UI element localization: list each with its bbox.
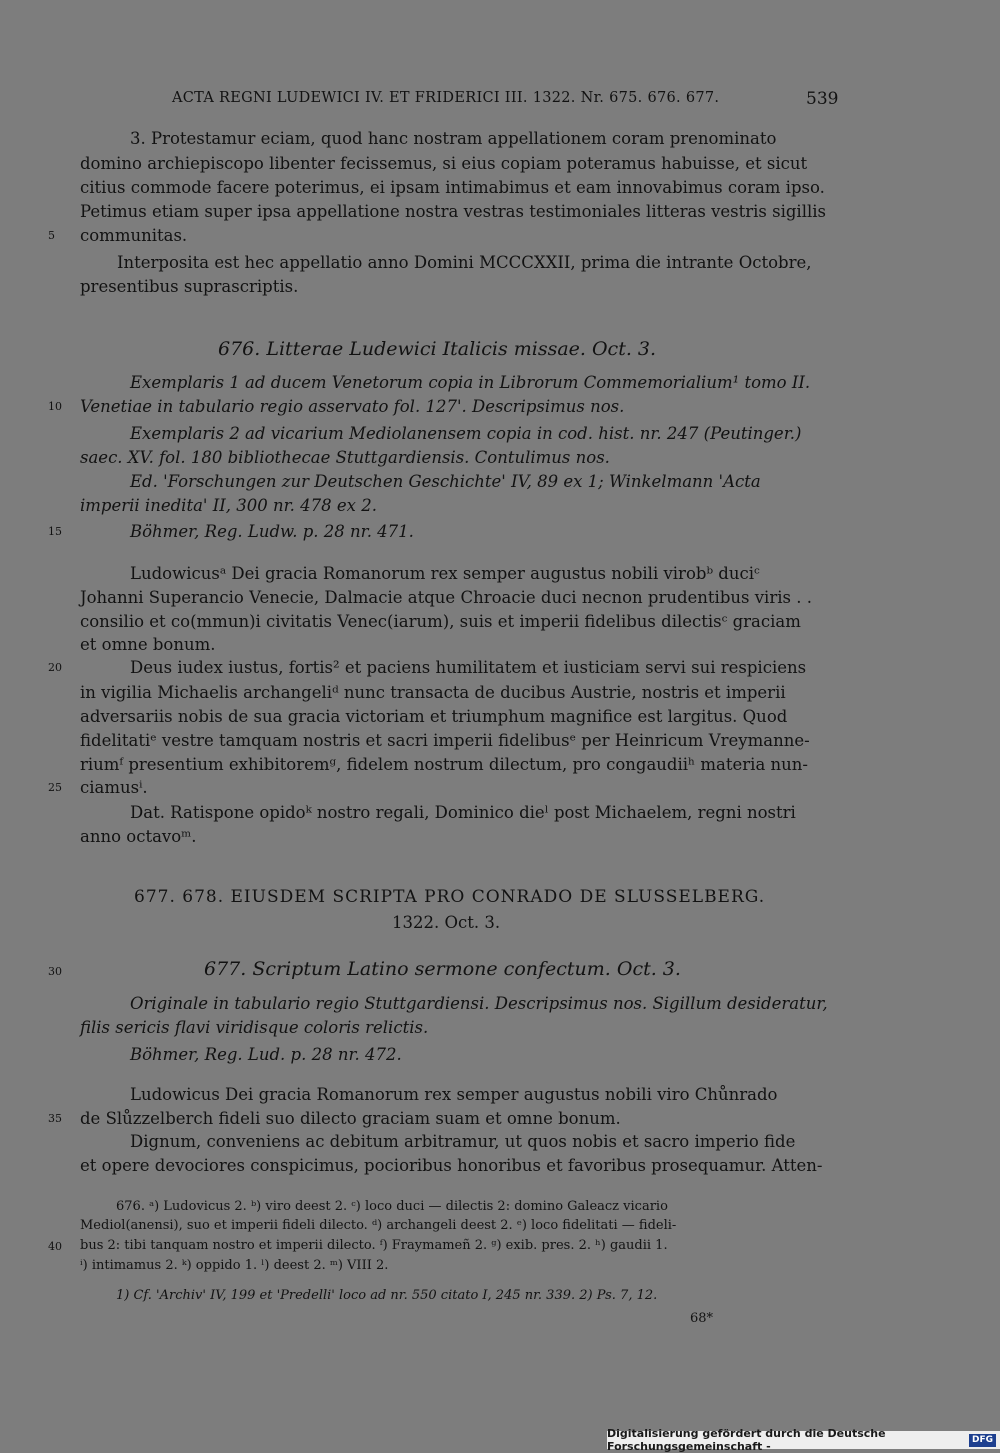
notes-line: 1) Cf. 'Archiv' IV, 199 et 'Predelli' loco ad nr. 550 citato I, 245 nr. 339. 2) Ps. 7, 12. <box>116 1288 658 1303</box>
source-line: Ed. 'Forschungen zur Deutschen Geschichte' IV, 89 ex 1; Winkelmann 'Acta <box>130 472 761 491</box>
body-line: Johanni Superancio Venecie, Dalmacie atque Chroacie duci necnon prudentibus viris . . <box>80 588 812 607</box>
text-line: citius commode facere poterimus, ei ipsam intimabimus et eam innovabimus coram ipso. <box>80 178 825 197</box>
line-number: 15 <box>48 525 62 538</box>
text-line: presentibus suprascriptis. <box>80 277 299 296</box>
section-heading-date: 1322. Oct. 3. <box>392 913 501 932</box>
source-line: Böhmer, Reg. Ludw. p. 28 nr. 471. <box>130 522 414 541</box>
document-677-title: 677. Scriptum Latino sermone confectum. Oct. 3. <box>204 958 681 980</box>
section-heading: 677. 678. EIUSDEM SCRIPTA PRO CONRADO DE SLUSSELBERG. <box>134 887 766 907</box>
dfg-logo-icon: DFG <box>969 1434 996 1447</box>
source-line: Böhmer, Reg. Lud. p. 28 nr. 472. <box>130 1045 402 1064</box>
document-676-title: 676. Litterae Ludewici Italicis missae. Oct. 3. <box>218 338 657 360</box>
footnote-line: ⁱ) intimamus 2. ᵏ) oppido 1. ˡ) deest 2. ᵐ) VIII 2. <box>80 1258 389 1273</box>
source-line: filis sericis flavi viridisque coloris relictis. <box>80 1018 429 1037</box>
source-line: imperii inedita' II, 300 nr. 478 ex 2. <box>80 496 377 515</box>
page-number: 539 <box>806 89 839 109</box>
body-line: Ludowicusᵃ Dei gracia Romanorum rex semper augustus nobili virobᵇ duciᶜ <box>130 564 760 583</box>
text-line: Petimus etiam super ipsa appellatione nostra vestras testimoniales litteras vestris sigillis <box>80 202 827 221</box>
footnote-line: 676. ᵃ) Ludovicus 2. ᵇ) viro deest 2. ᶜ) loco duci — dilectis 2: domino Galeacz vicario <box>116 1199 668 1214</box>
running-title: ACTA REGNI LUDEWICI IV. ET FRIDERICI III. 1322. Nr. 675. 676. 677. <box>172 90 720 106</box>
body-line: ciamusⁱ. <box>80 778 148 797</box>
body-line: de Slůzzelberch fideli suo dilecto graciam suam et omne bonum. <box>80 1109 621 1128</box>
body-line: Ludowicus Dei gracia Romanorum rex semper augustus nobili viro Chůnrado <box>130 1085 778 1104</box>
body-line: Dat. Ratispone opidoᵏ nostro regali, Dominico dieˡ post Michaelem, regni nostri <box>130 803 796 822</box>
body-line: adversariis nobis de sua gracia victoriam et triumphum magnifice est largitus. Quod <box>80 707 788 726</box>
body-line: et opere devociores conspicimus, pocioribus honoribus et favoribus prosequamur. Atten- <box>80 1156 823 1175</box>
line-number: 25 <box>48 781 62 794</box>
text-line: communitas. <box>80 226 188 245</box>
signature-mark: 68* <box>690 1311 714 1326</box>
body-line: et omne bonum. <box>80 635 216 654</box>
body-line: riumᶠ presentium exhibitoremᵍ, fidelem nostrum dilectum, pro congaudiiʰ materia nun- <box>80 755 808 774</box>
line-number: 10 <box>48 400 62 413</box>
line-number: 40 <box>48 1240 62 1253</box>
body-line: consilio et co(mmun)i civitatis Venec(iarum), suis et imperii fidelibus dilectisᶜ graciam <box>80 612 801 631</box>
text-line: domino archiepiscopo libenter fecissemus, si eius copiam poteramus habuisse, et sicut <box>80 154 808 173</box>
line-number: 35 <box>48 1112 62 1125</box>
line-number: 20 <box>48 661 62 674</box>
text-line: 3. Protestamur eciam, quod hanc nostram appellationem coram prenominato <box>130 129 777 148</box>
body-line: Deus iudex iustus, fortis² et paciens humilitatem et iusticiam servi sui respiciens <box>130 658 807 677</box>
source-line: Exemplaris 2 ad vicarium Mediolanensem copia in cod. hist. nr. 247 (Peutinger.) <box>130 424 802 443</box>
source-line: saec. XV. fol. 180 bibliothecae Stuttgardiensis. Contulimus nos. <box>80 448 610 467</box>
source-line: Exemplaris 1 ad ducem Venetorum copia in Librorum Commemorialium¹ tomo II. <box>130 373 811 392</box>
footnote-line: Mediol(anensi), suo et imperii fideli dilecto. ᵈ) archangeli deest 2. ᵉ) loco fidelitati — fideli- <box>80 1218 677 1233</box>
body-line: anno octavoᵐ. <box>80 827 197 846</box>
digitization-footer <box>607 1427 1000 1453</box>
line-number: 5 <box>48 229 55 242</box>
body-line: Dignum, conveniens ac debitum arbitramur, ut quos nobis et sacro imperio fide <box>130 1132 796 1151</box>
footer-text: Digitalisierung gefördert durch die Deutsche Forschungsgemeinschaft - <box>607 1427 886 1453</box>
line-number: 30 <box>48 965 62 978</box>
source-line: Venetiae in tabulario regio asservato fol. 127'. Descripsimus nos. <box>80 397 625 416</box>
footnote-line: bus 2: tibi tanquam nostro et imperii dilecto. ᶠ) Fraymameñ 2. ᵍ) exib. pres. 2. ʰ) gaudii 1. <box>80 1238 668 1253</box>
body-line: fidelitatiᵉ vestre tamquam nostris et sacri imperii fidelibusᵉ per Heinricum Vreymanne- <box>80 731 810 750</box>
body-line: in vigilia Michaelis archangeliᵈ nunc transacta de ducibus Austrie, nostris et imperii <box>80 683 786 702</box>
source-line: Originale in tabulario regio Stuttgardiensi. Descripsimus nos. Sigillum desideratur, <box>130 994 828 1013</box>
text-line: Interposita est hec appellatio anno Domini MCCCXXII, prima die intrante Octobre, <box>117 253 812 272</box>
